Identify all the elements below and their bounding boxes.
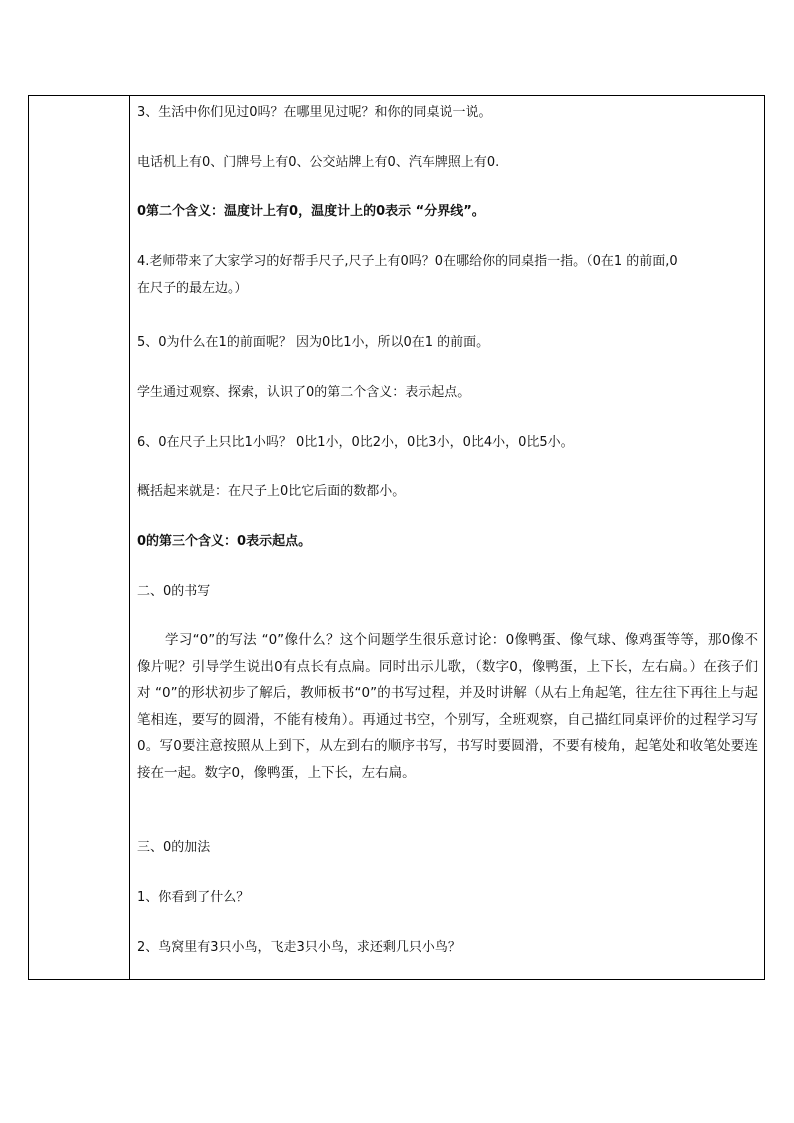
addition-question-2: 2、鸟窝里有3只小鸟，飞走3只小鸟，求还剩几只小鸟？ [137, 940, 461, 955]
question-3: 3、生活中你们见过0吗？在哪里见过呢？和你的同桌说一说。 [137, 105, 492, 120]
content-cell [137, 96, 758, 979]
section-3-heading: 三、0的加法 [137, 840, 211, 855]
addition-question-1: 1、你看到了什么？ [137, 890, 250, 905]
question-5: 5、0为什么在1的前面呢？ 因为0比1小，所以0在1 的前面。 [137, 335, 490, 350]
writing-paragraph: 学习“0”的写法 “0”像什么？这个问题学生很乐意讨论：0像鸭蛋、像气球、像鸡蛋等等，那0像不像片呢？引导学生说出0有点长有点扁。同时出示儿歌，（数字0，像鸭蛋，上下长，左右扁。）在孩子们对 “0”的形状初步了解后，教师板书“0”的书写过程，并及时讲解（从右上角起笔，往左往下再往上与起笔相连，要写的圆滑，不能有棱角）。再通过书空，个别写，全班观察，自己描红同桌评价的过程学习写0。写0要注意按照从上到下，从左到右的顺序书写，书写时要圆滑，不要有棱角，起笔处和收笔处要连接在一起。数字0，像鸭蛋，上下长，左右扁。 [137, 632, 758, 781]
question-4-line2: 在尺子的最左边。） [137, 281, 248, 296]
section-2-heading: 二、0的书写 [137, 584, 211, 599]
answer-3: 电话机上有0、门牌号上有0、公交站牌上有0、汽车牌照上有0. [137, 155, 500, 170]
meaning-3-start: 0的第三个含义：0表示起点。 [137, 534, 312, 549]
lesson-table [28, 95, 765, 980]
meaning-2-thermometer: 0第二个含义：温度计上有0，温度计上的0表示 “分界线”。 [137, 204, 485, 219]
question-4-line1: 4.老师带来了大家学习的好帮手尺子,尺子上有0吗？0在哪给你的同桌指一指。（0在1 的前面,0 [137, 254, 678, 269]
question-6: 6、0在尺子上只比1小吗？ 0比1小，0比2小，0比3小，0比4小，0比5小。 [137, 435, 574, 450]
left-column [29, 96, 130, 979]
summary: 概括起来就是：在尺子上0比它后面的数都小。 [137, 484, 406, 499]
observation-note: 学生通过观察、探索，认识了0的第二个含义：表示起点。 [137, 385, 471, 400]
